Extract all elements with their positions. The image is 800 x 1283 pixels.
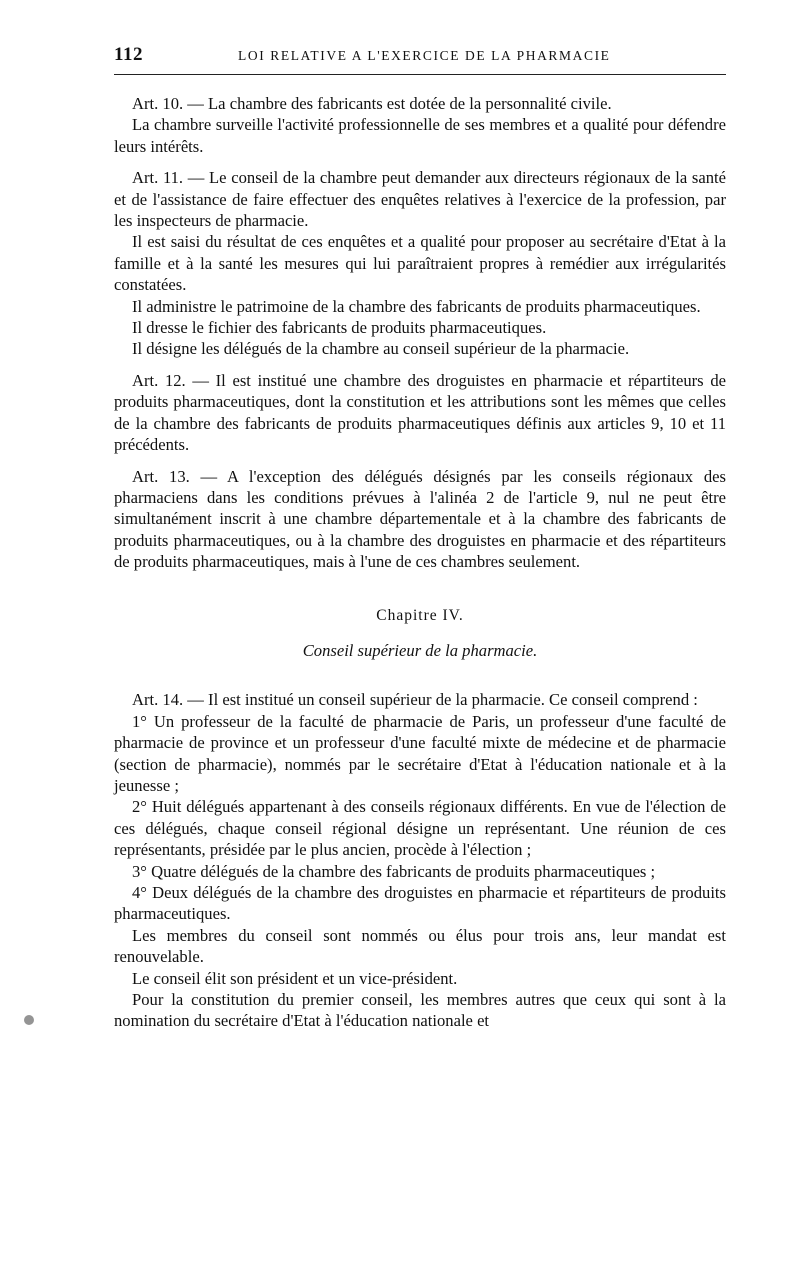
list-item: 4° Deux délégués de la chambre des droguistes en pharmacie et répartiteurs de produits pharmaceutiques. (114, 883, 726, 924)
paragraph-art-11: Art. 11. — Le conseil de la chambre peut demander aux directeurs régionaux de la santé et de l'assistance de faire effectuer des enquêtes relatives à l'exercice de la profession, par les inspecteurs de pharmacie. (114, 168, 726, 231)
paragraph-art-12: Art. 12. — Il est institué une chambre des droguistes en pharmacie et répartiteurs de produits pharmaceutiques, dont la constitution et les attributions sont les mêmes que celles de la chambre des fabricants de produits pharmaceutiques définis aux articles 9, 10 et 11 précédents. (114, 370, 726, 455)
list-item: 2° Huit délégués appartenant à des conseils régionaux différents. En vue de l'élection de ces délégués, chaque conseil régional désigne un représentant. Une réunion de ces représentants, présidée par le plus ancien, procède à l'élection ; (114, 797, 726, 860)
scan-speck (24, 1015, 34, 1025)
chapter-title: Conseil supérieur de la pharmacie. (302, 640, 538, 660)
paragraph-art-14: Art. 14. — Il est institué un conseil supérieur de la pharmacie. Ce conseil comprend : (132, 690, 698, 710)
paragraph: La chambre surveille l'activité professionnelle de ses membres et a qualité pour défendre leurs intérêts. (114, 115, 726, 156)
paragraph-art-10: Art. 10. — La chambre des fabricants est dotée de la personnalité civile. (132, 94, 612, 113)
page-number: 112 (114, 44, 143, 65)
list-item: 1° Un professeur de la faculté de pharmacie de Paris, un professeur d'une faculté de pharmacie de province et un professeur d'une faculté mixte de médecine et de pharmacie (section de pharmacie), nommés par le secrétaire d'Etat à l'éducation nationale et à la jeunesse ; (114, 711, 726, 795)
body-text (114, 93, 726, 1032)
paragraph: Les membres du conseil sont nommés ou élus pour trois ans, leur mandat est renouvelable. (114, 925, 726, 967)
paragraph-art-13: Art. 13. — A l'exception des délégués désignés par les conseils régionaux des pharmaciens dans les conditions prévues à l'alinéa 2 de l'article 9, nul ne peut être simultanément inscrit à une chambre départementale et à la chambre des fabricants de produits pharmaceutiques, ou à la chambre des droguistes en pharmacie et des répartiteurs de produits pharmaceutiques, mais à l'une de ces chambres seulement. (114, 466, 726, 572)
chapter-heading (114, 605, 726, 626)
paragraph: Le conseil élit son président et un vice-président. (132, 968, 458, 988)
paragraph: Il administre le patrimoine de la chambre des fabricants de produits pharmaceutiques. (132, 296, 701, 316)
paragraph: Il est saisi du résultat de ces enquêtes et a qualité pour proposer au secrétaire d'Etat à la famille et à la santé les mesures qui lui paraîtraient propres à remédier aux irrégularités constatées. (114, 232, 726, 295)
running-title: LOI RELATIVE A L'EXERCICE DE LA PHARMACIE (238, 48, 611, 63)
header-rule (114, 74, 726, 75)
paragraph: Il dresse le fichier des fabricants de produits pharmaceutiques. (132, 318, 547, 338)
chapter-heading-text: Chapitre IV. (376, 606, 464, 624)
paragraph: Il désigne les délégués de la chambre au conseil supérieur de la pharmacie. (132, 339, 630, 359)
list-item: 3° Quatre délégués de la chambre des fabricants de produits pharmaceutiques ; (132, 861, 656, 881)
paragraph: Pour la constitution du premier conseil, les membres autres que ceux qui sont à la nomination du secrétaire d'Etat à l'éducation nationale et (114, 990, 726, 1031)
page-header (114, 40, 726, 72)
